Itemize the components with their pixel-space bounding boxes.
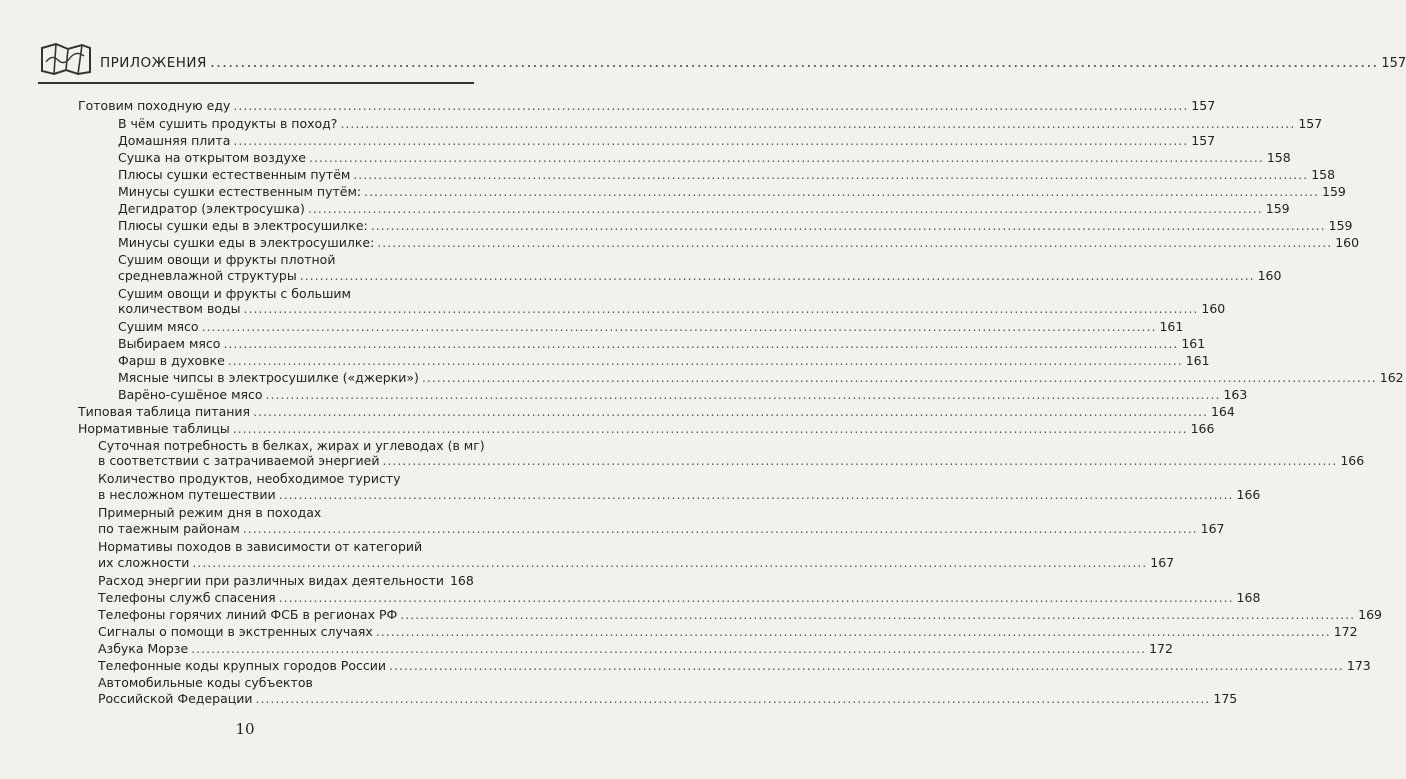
toc-entry xyxy=(98,486,1261,503)
toc-entry-page: 159 xyxy=(1265,201,1290,216)
toc-entry xyxy=(118,300,1226,317)
toc-entry-page: 157 xyxy=(1191,98,1216,113)
toc-entry-page: 172 xyxy=(1149,641,1173,656)
toc-entry xyxy=(98,606,1383,623)
toc-entry xyxy=(98,470,470,487)
toc-entry-title: средневлажной структуры xyxy=(118,268,297,283)
leader-dots xyxy=(279,589,1234,606)
toc-entry-title: Расход энергии при различных видах деятельности xyxy=(98,573,444,588)
toc-entry-page: 162 xyxy=(1379,370,1404,385)
toc-entry-title: в соответствии с затрачиваемой энергией xyxy=(98,453,380,468)
toc-entry-page: 158 xyxy=(1311,167,1336,182)
leader-dots xyxy=(382,452,1337,469)
toc-entry-page: 160 xyxy=(1201,301,1226,316)
toc-entry-title: Сушим овощи и фрукты с большим xyxy=(118,286,351,301)
page-number: 10 xyxy=(235,720,255,738)
toc-entry xyxy=(98,572,474,589)
toc-entry-page: 159 xyxy=(1322,184,1346,199)
leader-dots xyxy=(389,657,1344,674)
toc-entry xyxy=(118,335,1206,352)
toc-entry xyxy=(98,554,1175,571)
toc-entry xyxy=(118,352,1210,369)
toc-entry-page: 175 xyxy=(1213,691,1238,706)
toc-entry-page: 160 xyxy=(1257,268,1282,283)
toc-entry-title: Фарш в духовке xyxy=(118,353,225,368)
toc-entry xyxy=(78,420,1215,437)
toc-entry xyxy=(98,589,1261,606)
toc-entry-title: Дегидратор (электросушка) xyxy=(118,201,305,216)
leader-dots xyxy=(255,690,1210,707)
toc-entry-page: 159 xyxy=(1328,218,1353,233)
toc-entry xyxy=(118,132,1216,149)
toc-entry-title: Азбука Морзе xyxy=(98,641,189,656)
toc-entry-page: 167 xyxy=(1200,521,1225,536)
toc-entry-page: 166 xyxy=(1340,453,1365,468)
toc-entry-title: Домашняя плита xyxy=(118,133,231,148)
toc-entry-title: Минусы сушки естественным путём: xyxy=(118,184,362,199)
leader-dots xyxy=(377,234,1332,251)
leader-dots xyxy=(371,217,1326,234)
toc-entry-title: Варёно-сушёное мясо xyxy=(118,387,263,402)
toc-entry-title: Примерный режим дня в походах xyxy=(98,505,322,520)
toc-entry xyxy=(98,520,1225,537)
leader-dots xyxy=(192,554,1147,571)
toc-entry-title: Суточная потребность в белках, жирах и углеводах (в мг) xyxy=(98,438,485,453)
leader-dots xyxy=(202,318,1157,335)
toc-entry-page: 172 xyxy=(1333,624,1358,639)
toc-entry-page: 164 xyxy=(1210,404,1235,419)
toc-entry-title: Выбираем мясо xyxy=(118,336,221,351)
toc-entry-title: Нормативы походов в зависимости от категорий xyxy=(98,539,423,554)
toc-entry xyxy=(118,217,1353,234)
toc-entry-title: Сушка на открытом воздухе xyxy=(118,150,306,165)
leader-dots xyxy=(376,623,1331,640)
toc-entry-page: 161 xyxy=(1181,336,1206,351)
toc-entry xyxy=(118,251,470,268)
toc-entry-title: количеством воды xyxy=(118,301,241,316)
toc-entry xyxy=(118,166,1336,183)
toc-entry-page: 161 xyxy=(1185,353,1210,368)
appendix-page: 157 xyxy=(1381,56,1406,71)
toc-entry-title: Плюсы сушки еды в электросушилке: xyxy=(118,218,368,233)
leader-dots xyxy=(353,166,1308,183)
leader-dots xyxy=(309,149,1264,166)
leader-dots xyxy=(364,183,1319,200)
toc-entry xyxy=(98,452,1365,469)
toc-entry-title: Российской Федерации xyxy=(98,691,253,706)
toc-entry xyxy=(118,267,1282,284)
leader-dots xyxy=(191,640,1146,657)
toc-entry xyxy=(78,403,1235,420)
toc-entry-title: Минусы сушки еды в электросушилке: xyxy=(118,235,375,250)
toc-entry xyxy=(98,657,1371,674)
toc-entry xyxy=(78,97,1216,114)
leader-dots xyxy=(223,335,1178,352)
leader-dots xyxy=(253,403,1208,420)
leader-dots xyxy=(233,420,1188,437)
toc-entry xyxy=(98,538,470,555)
toc-entry-page: 169 xyxy=(1358,607,1383,622)
toc-entry xyxy=(118,115,1323,132)
toc-entry-title: Телефоны служб спасения xyxy=(98,590,276,605)
leader-dots xyxy=(400,606,1355,623)
toc-entry-title: Сушим мясо xyxy=(118,319,199,334)
heading-rule xyxy=(38,82,474,84)
toc-entry xyxy=(118,200,1290,217)
toc-entry xyxy=(98,640,1173,657)
toc-entry-page: 157 xyxy=(1298,116,1323,131)
leader-dots xyxy=(233,97,1188,114)
toc-entry-title: Телефоны горячих линий ФСБ в регионах РФ xyxy=(98,607,398,622)
toc-entry-title: Готовим походную еду xyxy=(78,98,231,113)
toc-entry-page: 160 xyxy=(1335,235,1360,250)
map-icon xyxy=(38,42,94,76)
toc-entry xyxy=(98,623,1358,640)
toc-entry-title: В чём сушить продукты в поход? xyxy=(118,116,338,131)
toc-entry-page: 167 xyxy=(1150,555,1175,570)
toc-entry xyxy=(118,183,1346,200)
leader-dots xyxy=(233,132,1188,149)
toc-entry-page: 163 xyxy=(1223,387,1248,402)
toc-entry-title: Сушим овощи и фрукты плотной xyxy=(118,252,336,267)
leader-dots xyxy=(422,369,1377,386)
leader-dots xyxy=(228,352,1183,369)
toc-entry xyxy=(98,690,1238,707)
toc-entry-title: Автомобильные коды субъектов xyxy=(98,675,313,690)
toc-entry-page: 166 xyxy=(1190,421,1215,436)
toc-entry-page: 168 xyxy=(1236,590,1261,605)
toc-entry-page: 157 xyxy=(1191,133,1216,148)
toc-entry-page: 161 xyxy=(1159,319,1184,334)
toc-entry-title: их сложности xyxy=(98,555,190,570)
toc-entry-title: Нормативные таблицы xyxy=(78,421,230,436)
toc-entry xyxy=(98,504,470,521)
leader-dots xyxy=(210,52,1379,71)
toc-entry-title: по таежным районам xyxy=(98,521,240,536)
toc-entry-title: Типовая таблица питания xyxy=(78,404,251,419)
toc-entry-title: Количество продуктов, необходимое туристу xyxy=(98,471,401,486)
toc-entry xyxy=(118,318,1184,335)
appendix-heading xyxy=(100,52,1406,71)
leader-dots xyxy=(308,200,1263,217)
toc-entry-title: в несложном путешествии xyxy=(98,487,276,502)
leader-dots xyxy=(266,386,1221,403)
toc-entry-title: Плюсы сушки естественным путём xyxy=(118,167,351,182)
toc-entry-title: Сигналы о помощи в экстренных случаях xyxy=(98,624,373,639)
toc-entry-page: 173 xyxy=(1346,658,1371,673)
toc-entry xyxy=(118,234,1360,251)
leader-dots xyxy=(243,520,1198,537)
toc-entry xyxy=(118,386,1248,403)
toc-entry xyxy=(118,149,1291,166)
toc-entry-page: 168 xyxy=(449,573,474,588)
leader-dots xyxy=(300,267,1255,284)
toc-entry xyxy=(98,674,470,691)
leader-dots xyxy=(244,300,1199,317)
toc-entry-title: Телефонные коды крупных городов России xyxy=(98,658,386,673)
toc-entry-page: 166 xyxy=(1236,487,1261,502)
leader-dots xyxy=(279,486,1234,503)
appendix-title: ПРИЛОЖЕНИЯ xyxy=(100,55,207,71)
toc-entry xyxy=(118,369,1404,386)
leader-dots xyxy=(340,115,1295,132)
toc-entry-title: Мясные чипсы в электросушилке («джерки») xyxy=(118,370,419,385)
toc-entry-page: 158 xyxy=(1266,150,1291,165)
